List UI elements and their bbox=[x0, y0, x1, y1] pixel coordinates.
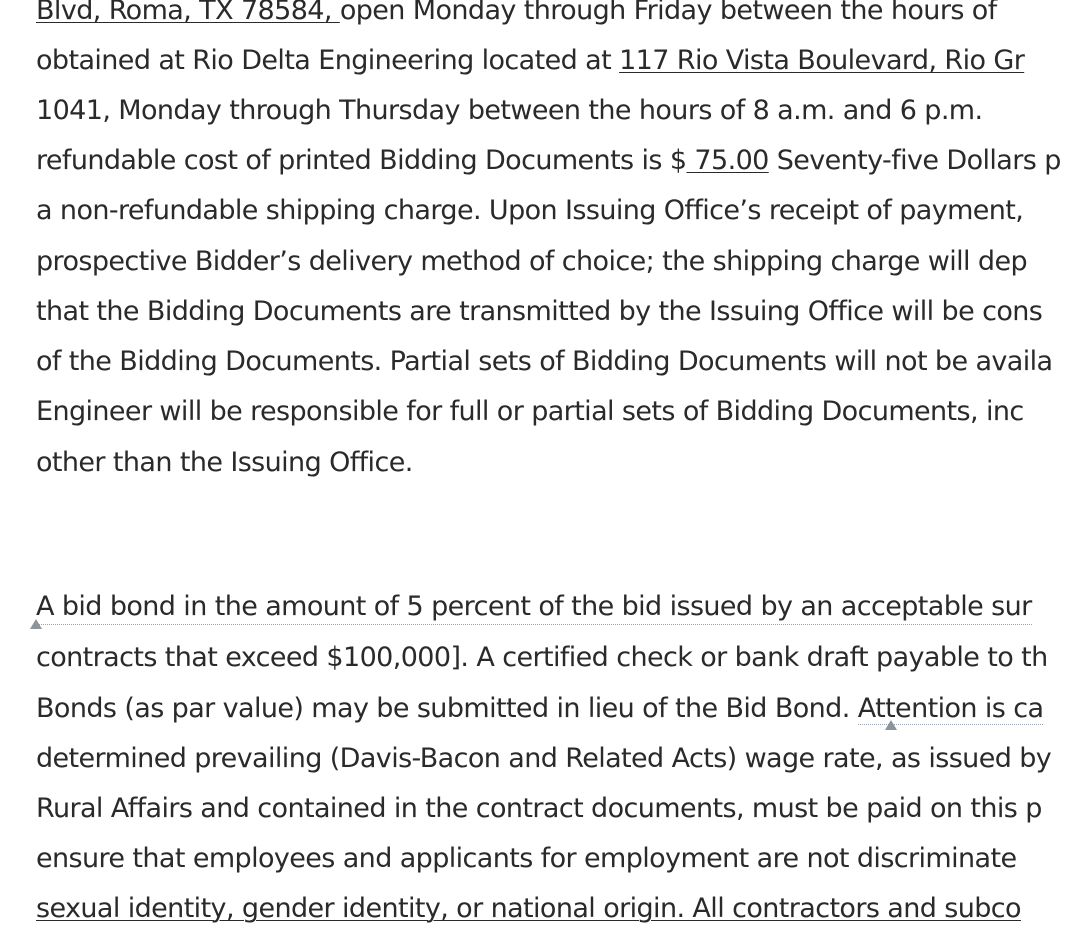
engineer-address-underlined: 117 Rio Vista Boulevard, Rio Gr bbox=[619, 45, 1025, 76]
paragraph-1-line-7: that the Bidding Documents are transmitted by the Issuing Office will be cons bbox=[36, 296, 1043, 327]
paragraph-1-line-8: of the Bidding Documents. Partial sets of Bidding Documents will not be availa bbox=[36, 346, 1053, 377]
paragraph-1-line-5: a non-refundable shipping charge. Upon Issuing Office’s receipt of payment, bbox=[36, 195, 1024, 226]
comment-anchor-icon[interactable] bbox=[30, 619, 42, 629]
paragraph-2-line-2: contracts that exceed $100,000]. A certified check or bank draft payable to th bbox=[36, 642, 1048, 673]
comment-anchor-icon[interactable] bbox=[885, 720, 897, 730]
paragraph-1-line-1: Blvd, Roma, TX 78584, open Monday through Friday between the hours of bbox=[36, 0, 997, 28]
paragraph-2-line-7: sexual identity, gender identity, or national origin. All contractors and subco bbox=[36, 893, 1021, 924]
paragraph-1-line-6: prospective Bidder’s delivery method of choice; the shipping charge will dep bbox=[36, 246, 1028, 277]
paragraph-1-line-3: 1041, Monday through Thursday between the hours of 8 a.m. and 6 p.m. bbox=[36, 95, 983, 126]
paragraph-2-line-5: Rural Affairs and contained in the contract documents, must be paid on this p bbox=[36, 793, 1042, 824]
paragraph-1-line-10: other than the Issuing Office. bbox=[36, 447, 413, 478]
paragraph-2-line-4: determined prevailing (Davis-Bacon and Related Acts) wage rate, as issued by bbox=[36, 743, 1052, 774]
paragraph-1-line-4: refundable cost of printed Bidding Documents is $ 75.00 Seventy-five Dollars p bbox=[36, 145, 1061, 176]
price-underlined: 75.00 bbox=[686, 145, 769, 176]
paragraph-2-line-3: Bonds (as par value) may be submitted in lieu of the Bid Bond. Attention is ca bbox=[36, 693, 1044, 724]
paragraph-1-line-9: Engineer will be responsible for full or partial sets of Bidding Documents, inc bbox=[36, 396, 1024, 427]
attention-dotted: Attention is ca bbox=[857, 693, 1044, 724]
paragraph-2-line-1: A bid bond in the amount of 5 percent of the bid issued by an acceptable sur bbox=[36, 590, 1032, 625]
address-underlined: Blvd, Roma, TX 78584, bbox=[36, 0, 340, 26]
paragraph-2-line-6: ensure that employees and applicants for employment are not discriminate bbox=[36, 843, 1017, 874]
paragraph-1-line-2: obtained at Rio Delta Engineering located at 117 Rio Vista Boulevard, Rio Gr bbox=[36, 45, 1025, 76]
